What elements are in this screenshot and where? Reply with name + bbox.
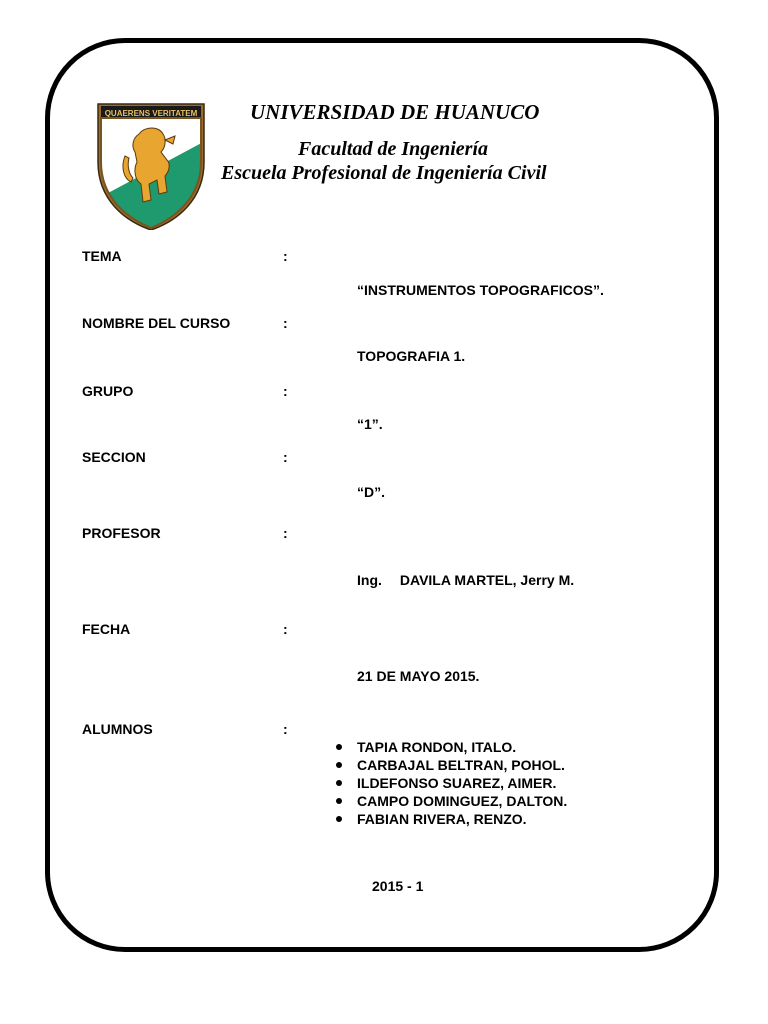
student-name: CARBAJAL BELTRAN, POHOL.	[357, 757, 565, 773]
bullet-icon	[336, 780, 342, 786]
alumnos-label: ALUMNOS	[82, 721, 153, 737]
bullet-icon	[336, 798, 342, 804]
fecha-value: 21 DE MAYO 2015.	[357, 668, 480, 684]
tema-value: “INSTRUMENTOS TOPOGRAFICOS”.	[357, 282, 604, 298]
curso-colon: :	[283, 315, 288, 331]
list-item	[336, 792, 567, 810]
crest-motto: QUAERENS VERITATEM	[104, 109, 198, 118]
profesor-value	[357, 572, 574, 588]
seccion-value: “D”.	[357, 484, 385, 500]
seccion-colon: :	[283, 449, 288, 465]
bullet-icon	[336, 816, 342, 822]
student-name: ILDEFONSO SUAREZ, AIMER.	[357, 775, 557, 791]
grupo-colon: :	[283, 383, 288, 399]
curso-label: NOMBRE DEL CURSO	[82, 315, 231, 331]
university-name: UNIVERSIDAD DE HUANUCO	[250, 100, 540, 124]
list-item	[336, 738, 567, 756]
bullet-icon	[336, 762, 342, 768]
academic-period: 2015 - 1	[372, 878, 424, 894]
grupo-value: “1”.	[357, 416, 383, 432]
profesor-label: PROFESOR	[82, 525, 161, 541]
alumnos-colon: :	[283, 721, 288, 737]
list-item	[336, 810, 567, 828]
student-name: TAPIA RONDON, ITALO.	[357, 739, 517, 755]
curso-value: TOPOGRAFIA 1.	[357, 348, 466, 364]
seccion-label: SECCION	[82, 449, 146, 465]
university-crest-icon	[95, 100, 207, 230]
school-name: Escuela Profesional de Ingeniería Civil	[221, 162, 547, 184]
bullet-icon	[336, 744, 342, 750]
students-list	[336, 738, 567, 828]
profesor-name: DAVILA MARTEL, Jerry M.	[399, 572, 575, 588]
tema-colon: :	[283, 248, 288, 264]
fecha-label: FECHA	[82, 621, 131, 637]
fecha-colon: :	[283, 621, 288, 637]
profesor-prefix: Ing.	[357, 572, 382, 588]
grupo-label: GRUPO	[82, 383, 134, 399]
faculty-name: Facultad de Ingeniería	[298, 138, 489, 160]
tema-label: TEMA	[82, 248, 122, 264]
student-name: CAMPO DOMINGUEZ, DALTON.	[357, 793, 568, 809]
list-item	[336, 774, 567, 792]
list-item	[336, 756, 567, 774]
profesor-colon: :	[283, 525, 288, 541]
student-name: FABIAN RIVERA, RENZO.	[357, 811, 527, 827]
